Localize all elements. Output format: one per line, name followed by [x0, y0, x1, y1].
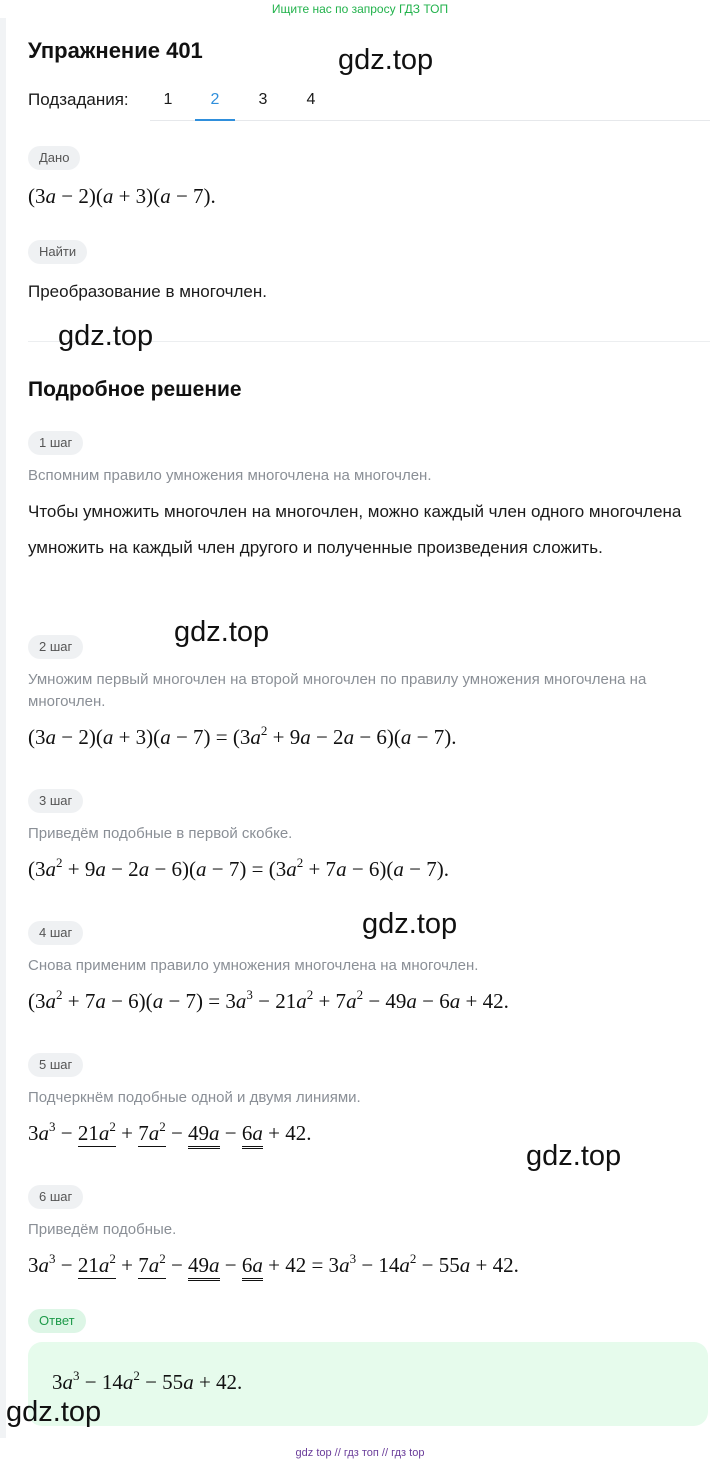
left-strip — [0, 18, 6, 1438]
tab-subtask-1[interactable]: 1 — [163, 91, 173, 108]
answer-box — [28, 1342, 708, 1426]
answer-expression: $3a^3 - 14a^2 - 55a + 42$. — [52, 1368, 243, 1394]
watermark: gdz.top — [58, 320, 154, 352]
answer-badge: Ответ — [28, 1309, 86, 1333]
step-5-badge: 5 шаг — [28, 1053, 83, 1077]
given-badge: Дано — [28, 146, 80, 170]
step-5-expression: $3a^3 - 21a^2 + 7a^2 - 49a - 6a + 42$. — [28, 1121, 311, 1146]
tab-subtask-4[interactable]: 4 — [306, 91, 316, 108]
tab-subtask-3[interactable]: 3 — [258, 91, 268, 108]
step-3-badge: 3 шаг — [28, 789, 83, 813]
subtasks-label: Подзадания: — [28, 90, 129, 109]
step-2-expression: $(3a - 2)(a + 3)(a - 7) = (3a^2 + 9a - 2a - 6)(a - 7)$. — [28, 723, 457, 749]
step-2-badge: 2 шаг — [28, 635, 83, 659]
step-2-hint: Умножим первый многочлен на второй многочлен по правилу умножения многочлена на многочлен. — [28, 671, 647, 710]
watermark: gdz.top — [338, 44, 434, 76]
step-5-hint: Подчеркнём подобные одной и двумя линиями. — [28, 1089, 361, 1106]
step-4-expression: $(3a^2 + 7a - 6)(a - 7) = 3a^3 - 21a^2 + 7a^2 - 49a - 6a + 42$. — [28, 987, 509, 1013]
watermark: gdz.top — [174, 616, 270, 648]
step-4-hint: Снова применим правило умножения многочлена на многочлен. — [28, 957, 479, 974]
step-3-hint: Приведём подобные в первой скобке. — [28, 825, 293, 842]
tab-subtask-2[interactable]: 2 — [195, 88, 235, 121]
step-6-expression: $3a^3 - 21a^2 + 7a^2 - 49a - 6a + 42 = 3a^3 - 14a^2 - 55a + 42$. — [28, 1253, 519, 1278]
step-3-expression: $(3a^2 + 9a - 2a - 6)(a - 7) = (3a^2 + 7a - 6)(a - 7)$. — [28, 855, 449, 881]
step-1-rule: Чтобы умножить многочлен на многочлен, можно каждый член одного многочлена умножить на каждый член другого и полученные произведения сложить. — [28, 502, 682, 557]
step-1-badge: 1 шаг — [28, 431, 83, 455]
find-badge: Найти — [28, 240, 87, 264]
step-6-hint: Приведём подобные. — [28, 1221, 177, 1238]
page-title: Упражнение 401 — [28, 38, 203, 63]
find-text: Преобразование в многочлен. — [28, 282, 267, 301]
solution-title: Подробное решение — [28, 378, 242, 401]
step-4-badge: 4 шаг — [28, 921, 83, 945]
footer-links[interactable]: gdz top // гдз топ // гдз top — [295, 1447, 425, 1459]
step-6-badge: 6 шаг — [28, 1185, 83, 1209]
watermark: gdz.top — [526, 1140, 622, 1172]
top-banner[interactable]: Ищите нас по запросу ГДЗ ТОП — [271, 2, 449, 16]
watermark: gdz.top — [6, 1396, 102, 1428]
given-expression: (3a − 2)(a + 3)(a − 7). — [28, 184, 216, 208]
step-1-hint: Вспомним правило умножения многочлена на многочлен. — [28, 467, 432, 484]
watermark: gdz.top — [362, 908, 458, 940]
